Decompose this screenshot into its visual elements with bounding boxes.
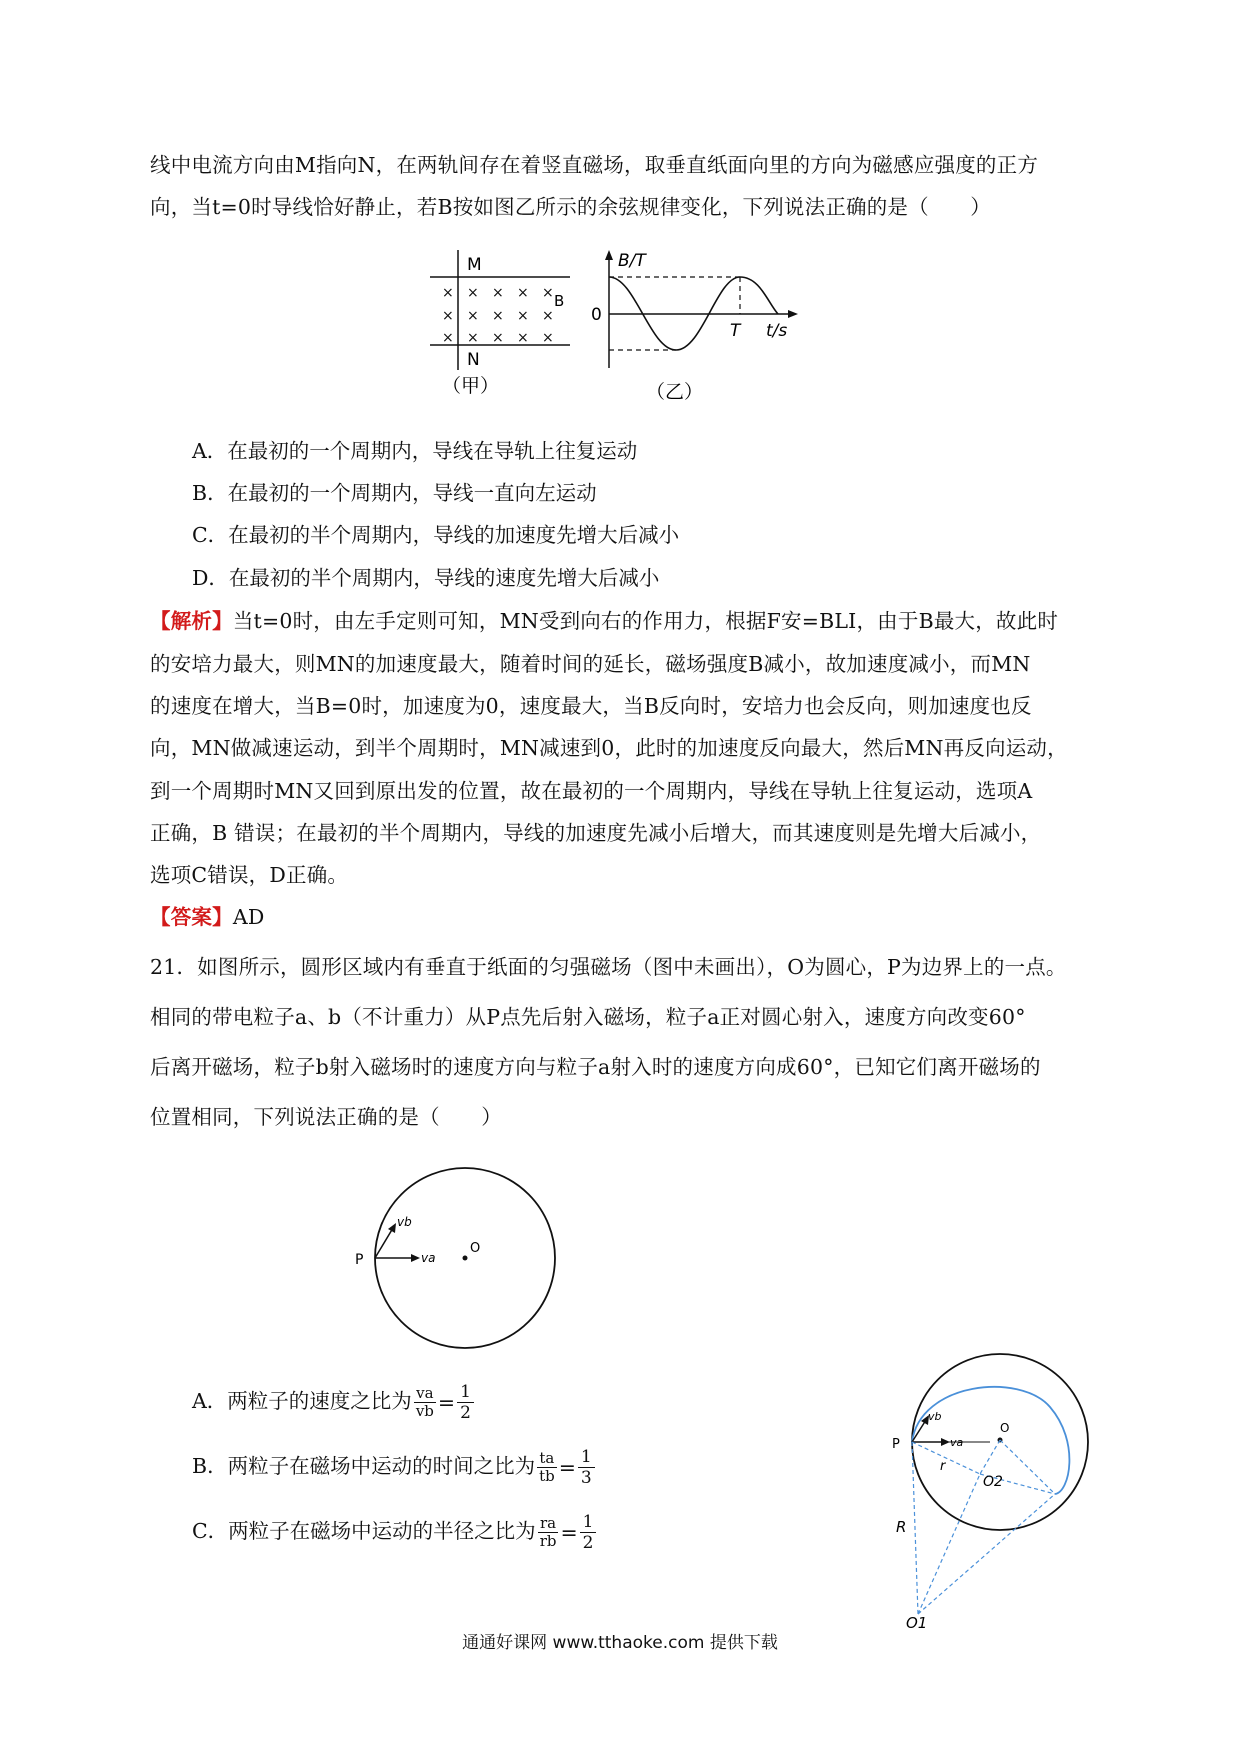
svg-text:×: × xyxy=(492,330,504,346)
answer-value: AD xyxy=(232,905,265,929)
q21-option-b-text: B．两粒子在磁场中运动的时间之比为 xyxy=(192,1454,536,1478)
fig2-label-va: va xyxy=(950,1436,964,1449)
svg-text:×: × xyxy=(467,308,479,324)
analysis-line-6: 正确，B 错误；在最初的半个周期内，导线的加速度先减小后增大，而其速度则是先增大后减小， xyxy=(150,821,1042,845)
label-bt: B/T xyxy=(618,251,646,271)
analysis-line-5: 到一个周期时MN又回到原出发的位置，故在最初的一个周期内，导线在导轨上往复运动，选项A xyxy=(150,779,1033,803)
svg-text:×: × xyxy=(517,308,529,324)
analysis-line-1 xyxy=(150,604,1058,634)
q21-line-1: 21．如图所示，圆形区域内有垂直于纸面的匀强磁场（图中未画出），O为圆心，P为边界上的一点。 xyxy=(150,955,1067,979)
fraction-ra-rb: $\frac{ra}{rb}$ xyxy=(539,1514,557,1550)
q20-option-d: D．在最初的半个周期内，导线的速度先增大后减小 xyxy=(192,566,660,590)
q20-line-2: 向，当t=0时导线恰好静止，若B按如图乙所示的余弦规律变化，下列说法正确的是（ ） xyxy=(150,195,991,219)
q20-line-1: 线中电流方向由M指向N，在两轨间存在着竖直磁场，取垂直纸面向里的方向为磁感应强度的正方 xyxy=(150,153,1039,177)
label-b: B xyxy=(554,292,565,310)
answer-line xyxy=(150,900,264,930)
svg-text:×: × xyxy=(542,285,554,301)
answer-tag: 【答案】 xyxy=(150,905,233,929)
label-zero: 0 xyxy=(591,305,602,325)
analysis-line-4: 向，MN做减速运动，到半个周期时，MN减速到0，此时的加速度反向最大，然后MN再反向运动， xyxy=(150,736,1068,760)
svg-text:×: × xyxy=(517,285,529,301)
fraction-va-vb: $\frac{va}{vb}$ xyxy=(415,1384,434,1420)
footer-source: 通通好课网 www.tthaoke.com 提供下载 xyxy=(462,1633,778,1653)
caption-yi: （乙） xyxy=(646,381,704,403)
fraction-value-b: $\frac{1}{3}$ xyxy=(578,1447,595,1488)
fig1-label-o: O xyxy=(470,1241,481,1256)
q20-option-c: C．在最初的半个周期内，导线的加速度先增大后减小 xyxy=(192,523,680,547)
svg-text:×: × xyxy=(442,285,454,301)
fig2-label-o1: O1 xyxy=(906,1614,928,1632)
q20-option-a: A．在最初的一个周期内，导线在导轨上往复运动 xyxy=(192,439,638,463)
svg-text:×: × xyxy=(542,330,554,346)
analysis-line-3: 的速度在增大，当B=0时，加速度为0，速度最大，当B反向时，安培力也会反向，则加速度也反 xyxy=(150,694,1032,718)
svg-text:×: × xyxy=(467,330,479,346)
caption-jia: （甲） xyxy=(442,375,500,397)
fraction-ta-tb: $\frac{ta}{tb}$ xyxy=(539,1449,555,1485)
svg-text:×: × xyxy=(442,330,454,346)
q21-line-4: 位置相同，下列说法正确的是（ ） xyxy=(150,1105,502,1129)
svg-text:×: × xyxy=(542,308,554,324)
q21-line-3: 后离开磁场，粒子b射入磁场时的速度方向与粒子a射入时的速度方向成60°，已知它们离开磁场的 xyxy=(150,1055,1041,1079)
analysis-text-1: 当t=0时，由左手定则可知，MN受到向右的作用力，根据F安=BLI，由于B最大，故此时 xyxy=(232,609,1059,633)
q20-option-b: B．在最初的一个周期内，导线一直向左运动 xyxy=(192,481,597,505)
svg-text:×: × xyxy=(442,308,454,324)
svg-text:×: × xyxy=(517,330,529,346)
fig1-label-p: P xyxy=(355,1252,364,1268)
q21-line-2: 相同的带电粒子a、b（不计重力）从P点先后射入磁场，粒子a正对圆心射入，速度方向改变60° xyxy=(150,1005,1026,1029)
svg-text:×: × xyxy=(467,285,479,301)
q21-figure-solution xyxy=(880,1362,1100,1632)
fig2-label-r-small: r xyxy=(940,1459,946,1474)
fig1-label-va: va xyxy=(421,1251,436,1265)
fig2-label-o: O xyxy=(1000,1421,1010,1435)
label-m: M xyxy=(467,255,482,275)
fig2-label-o2: O2 xyxy=(983,1474,1003,1490)
fig1-label-vb: vb xyxy=(397,1215,412,1229)
analysis-tag: 【解析】 xyxy=(150,609,233,633)
figure-jia xyxy=(430,250,580,400)
fraction-value-c: $\frac{1}{2}$ xyxy=(580,1512,597,1553)
q21-figure-circle xyxy=(345,1160,565,1360)
q21-option-a-text: A．两粒子的速度之比为 xyxy=(192,1389,412,1413)
analysis-line-2: 的安培力最大，则MN的加速度最大，随着时间的延长，磁场强度B减小，故加速度减小，而MN xyxy=(150,652,1031,676)
figure-yi xyxy=(580,248,810,408)
q21-option-a: A．两粒子的速度之比为 $\frac{va}{vb}$ = $\frac{1}{2}$ xyxy=(192,1382,476,1423)
label-t: T xyxy=(730,321,741,341)
fig2-label-r-large: R xyxy=(896,1518,907,1536)
fig2-label-vb: vb xyxy=(928,1410,942,1423)
fraction-value-a: $\frac{1}{2}$ xyxy=(457,1382,474,1423)
label-n: N xyxy=(467,350,480,370)
q21-option-b: B．两粒子在磁场中运动的时间之比为 $\frac{ta}{tb}$ = $\frac{1}{3}$ xyxy=(192,1447,597,1488)
svg-text:×: × xyxy=(492,285,504,301)
fig2-label-p: P xyxy=(892,1437,900,1452)
q21-option-c-text: C．两粒子在磁场中运动的半径之比为 xyxy=(192,1519,536,1543)
q21-option-c: C．两粒子在磁场中运动的半径之比为 $\frac{ra}{rb}$ = $\frac{1}{2}$ xyxy=(192,1512,598,1553)
svg-text:×: × xyxy=(492,308,504,324)
label-ts: t/s xyxy=(766,321,788,341)
analysis-line-7: 选项C错误，D正确。 xyxy=(150,863,349,887)
